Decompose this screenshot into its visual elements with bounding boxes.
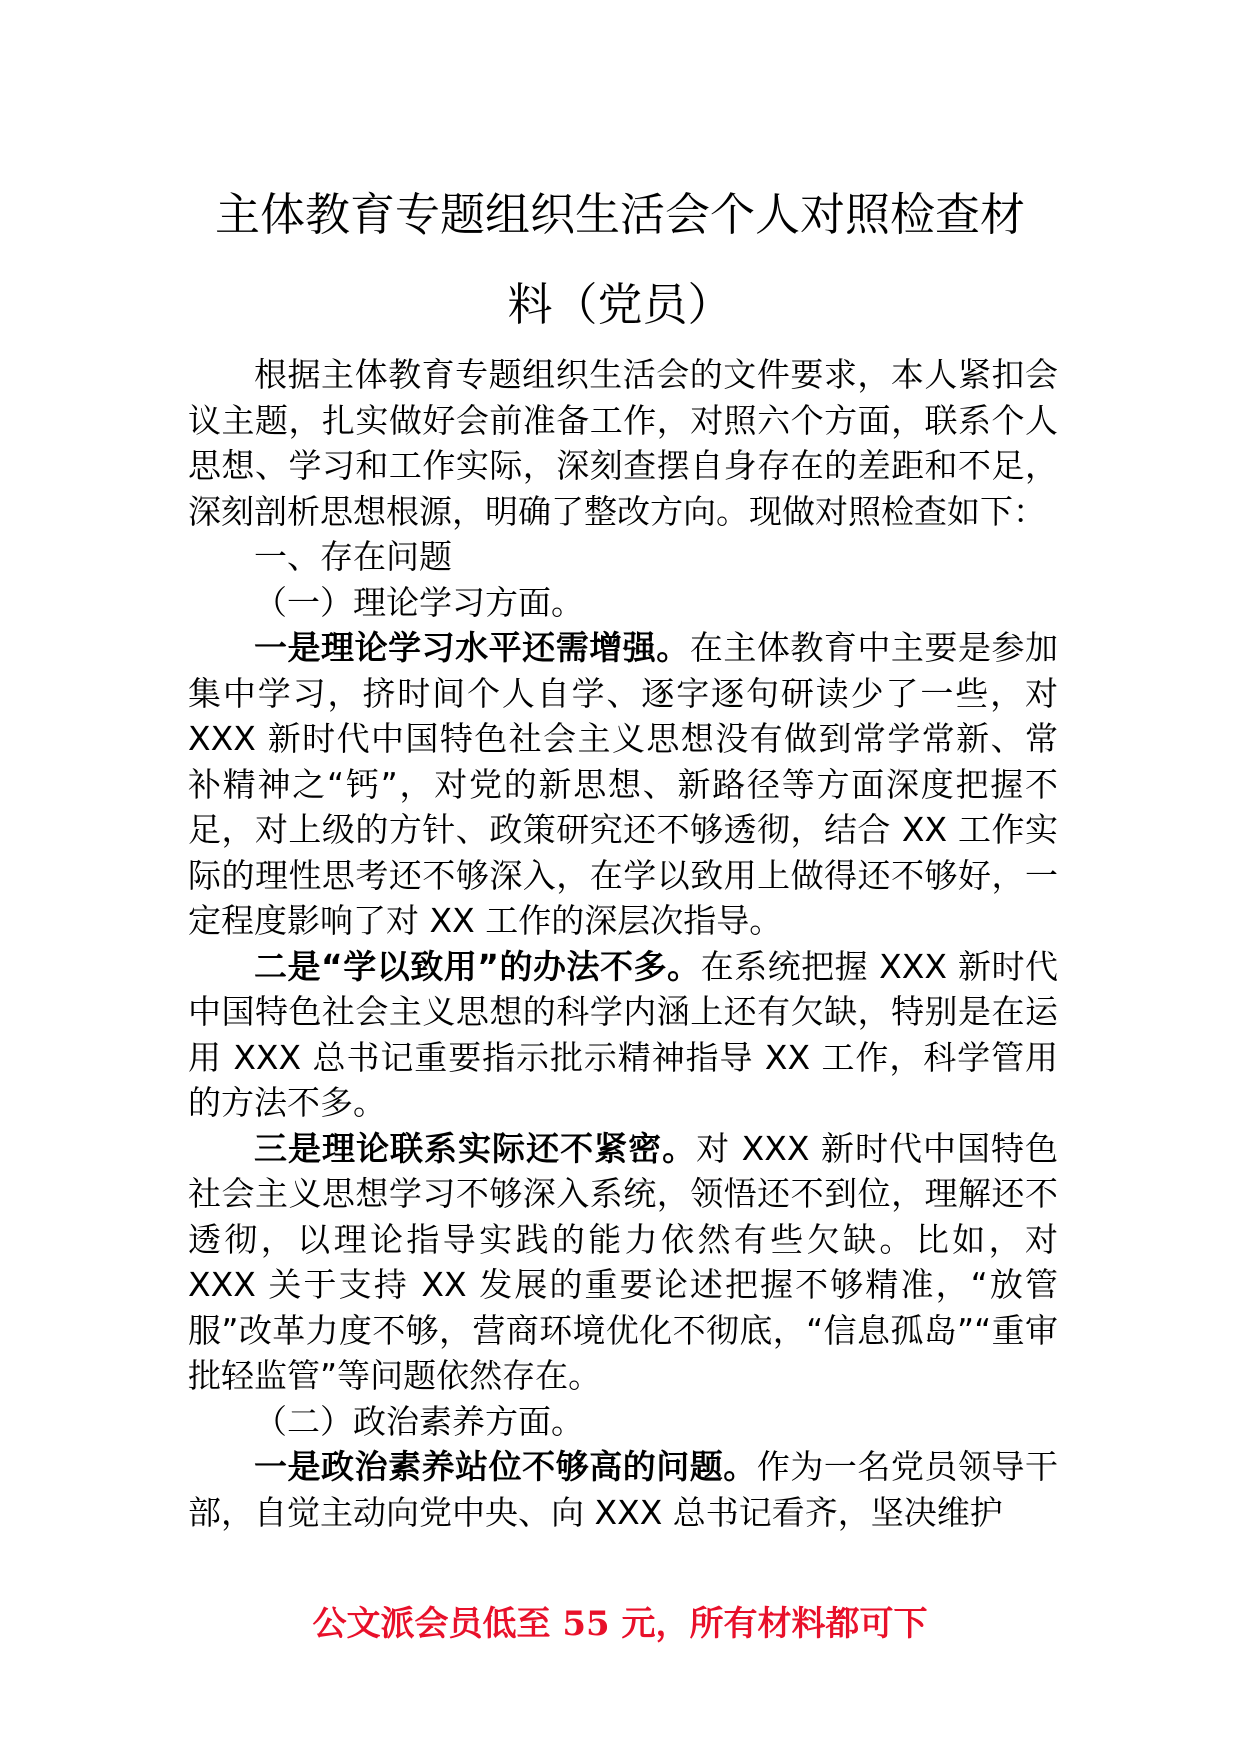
paragraph	[188, 944, 1058, 1126]
promo-footer: 公文派会员低至 55 元，所有材料都可下	[312, 1604, 928, 1644]
paragraph	[188, 625, 1058, 944]
paragraph-text: （一）理论学习方面。	[254, 582, 584, 622]
paragraph-lead: 一是理论学习水平还需增强。	[254, 628, 690, 667]
paragraph	[188, 1444, 1058, 1535]
paragraph-text: （二）政治素养方面。	[254, 1401, 584, 1441]
paragraph-text: 一、存在问题	[254, 537, 452, 576]
document-title-line-1: 主体教育专题组织生活会个人对照检查材	[214, 188, 1025, 241]
section-heading	[188, 534, 1058, 580]
paragraph-lead: 二是“学以致用”的办法不多。	[254, 946, 701, 986]
subsection-heading	[188, 580, 1058, 626]
paragraph-text: 根据主体教育专题组织生活会的文件要求，本人紧扣会议主题，扎实做好会前准备工作，对照六个方面，联系个人思想、学习和工作实际，深刻查摆自身存在的差距和不足，深刻剖析思想根源，明确了整改方向。现做对照检查如下：	[188, 355, 1058, 531]
paragraph-text: 在系统把握 XXX 新时代中国特色社会主义思想的科学内涵上还有欠缺，特别是在运用 XXX 总书记重要指示批示精神指导 XX 工作，科学管用的方法不多。	[188, 946, 1058, 1122]
paragraph-text: 作为一名党员领导干部，自觉主动向党中央、向 XXX 总书记看齐，坚决维护	[188, 1447, 1059, 1532]
paragraph	[188, 1126, 1058, 1399]
paragraph-text: 在主体教育中主要是参加集中学习，挤时间个人自学、逐字逐句研读少了一些，对 XXX 新时代中国特色社会主义思想没有做到常学常新、常补精神之“钙”，对党的新思想、新路径等方面深度把握不足，对上级的方针、政策研究还不够透彻，结合 XX 工作实际的理性思考还不够深入，在学以致用上做得还不够好，一定程度影响了对 XX 工作的深层次指导。	[188, 628, 1059, 940]
subsection-heading	[188, 1399, 1058, 1445]
paragraph-text: 对 XXX 新时代中国特色社会主义思想学习不够深入系统，领悟还不到位，理解还不透彻，以理论指导实践的能力依然有些欠缺。比如，对 XXX 关于支持 XX 发展的重要论述把握不够精准，“放管服”改革力度不够，营商环境优化不彻底，“信息孤岛”“重审批轻监管”等问题依然存在。	[188, 1128, 1059, 1395]
paragraph-lead: 一是政治素养站位不够高的问题。	[254, 1447, 757, 1486]
paragraph-lead: 三是理论联系实际还不紧密。	[254, 1128, 697, 1168]
paragraph	[188, 352, 1058, 534]
document-body	[188, 352, 1058, 1535]
document-title-line-2: 料（党员）	[507, 278, 733, 331]
